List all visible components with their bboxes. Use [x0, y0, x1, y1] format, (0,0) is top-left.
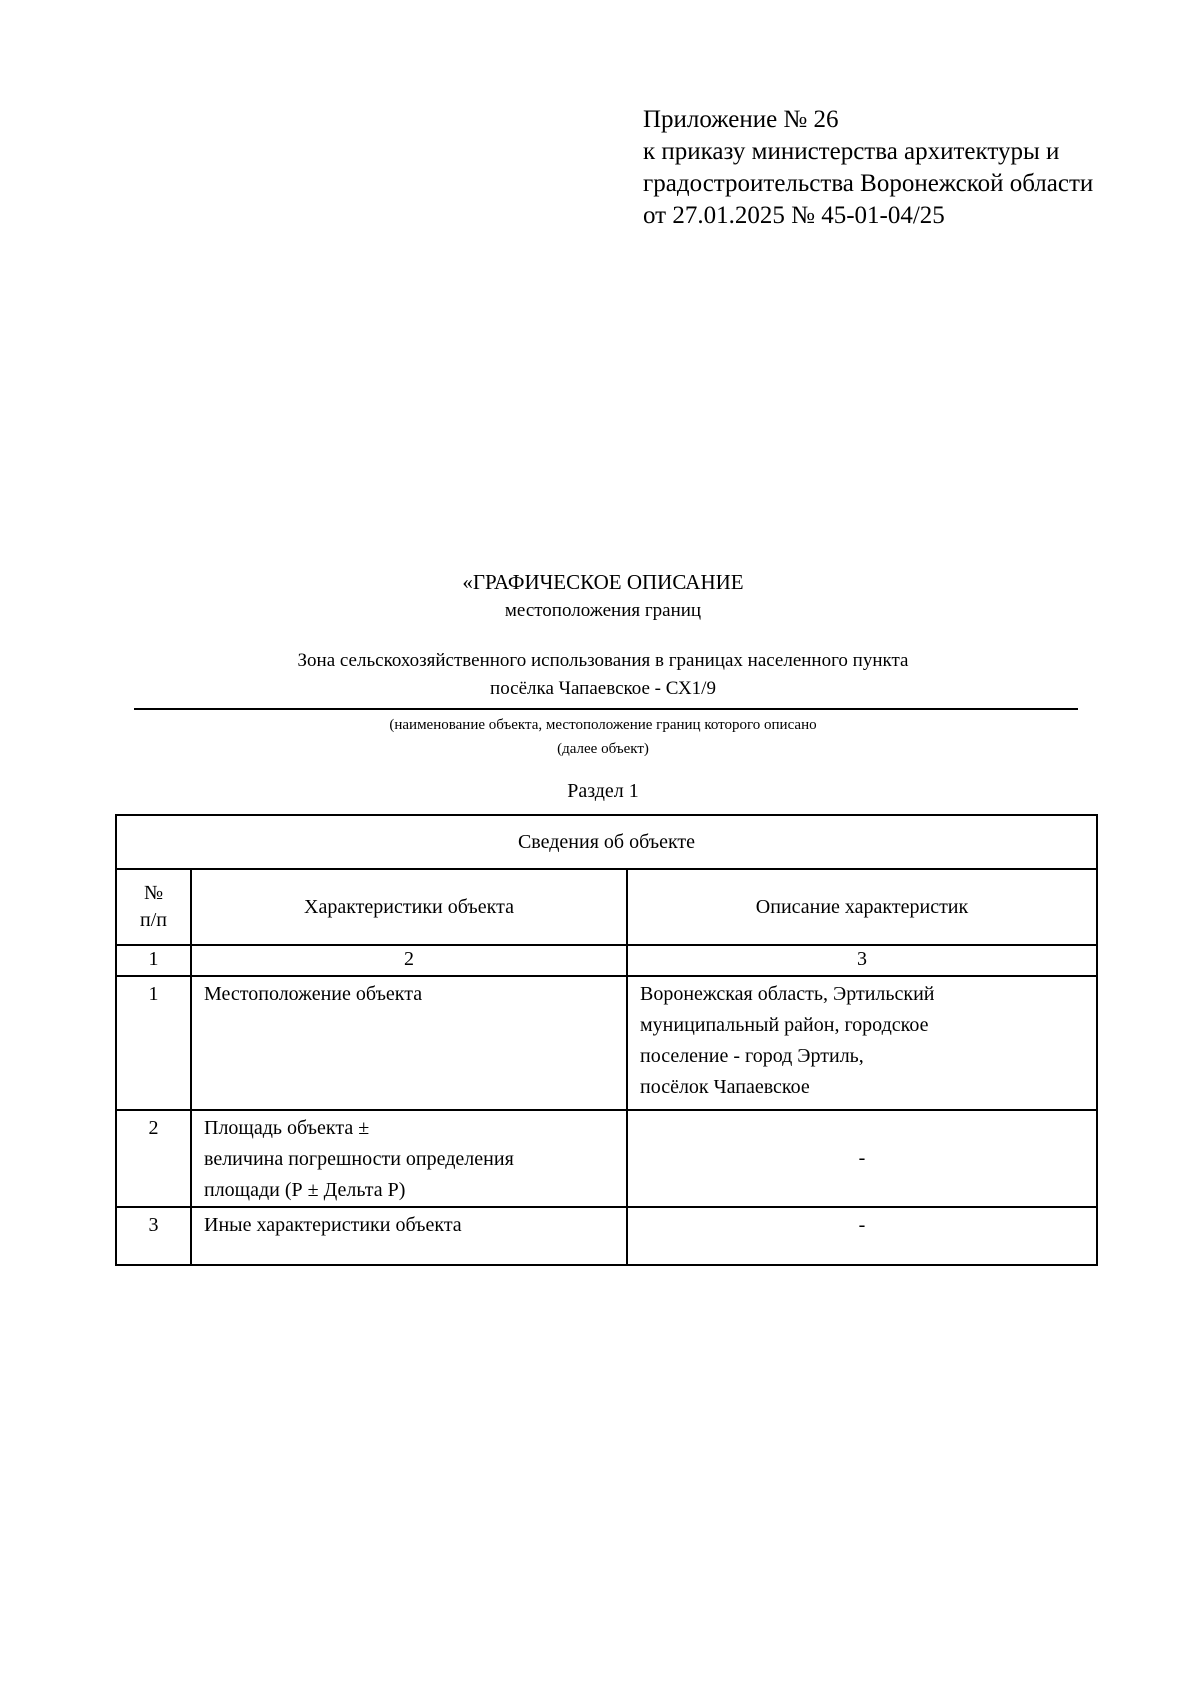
row-characteristic-line: величина погрешности определения	[204, 1148, 514, 1170]
appendix-order-line: к приказу министерства архитектуры и	[643, 138, 1060, 165]
header-num	[116, 869, 191, 945]
row-number: 2	[116, 1110, 191, 1207]
row-characteristic	[191, 976, 627, 1110]
section-label: Раздел 1	[567, 780, 639, 802]
object-caption-line-1: (наименование объекта, местоположение границ которого описано	[389, 717, 817, 733]
row-characteristic-line: площади (Р ± Дельта Р)	[204, 1179, 406, 1201]
row-description: -	[627, 1110, 1097, 1207]
row-description-line: муниципальный район, городское	[640, 1014, 929, 1036]
row-description-line: поселение - город Эртиль,	[640, 1045, 864, 1067]
column-index-3: 3	[627, 945, 1097, 976]
row-description	[627, 976, 1097, 1110]
row-number: 3	[116, 1207, 191, 1265]
object-info-table	[115, 814, 1098, 1266]
header-characteristic: Характеристики объекта	[191, 869, 627, 945]
object-name	[120, 647, 1086, 703]
row-characteristic-line: Площадь объекта ±	[204, 1117, 370, 1139]
header-num-abbrev: п/п	[140, 909, 167, 931]
object-name-line-1: Зона сельскохозяйственного использования в границах населенного пункта	[297, 650, 909, 671]
object-caption	[120, 713, 1086, 761]
table-row	[116, 1110, 1097, 1207]
object-caption-line-2: (далее объект)	[557, 741, 649, 757]
row-description-line: посёлок Чапаевское	[640, 1076, 810, 1098]
appendix-header	[643, 104, 1093, 232]
header-description: Описание характеристик	[627, 869, 1097, 945]
object-name-line-2: посёлка Чапаевское - СХ1/9	[490, 678, 716, 699]
column-index-2: 2	[191, 945, 627, 976]
row-description: -	[627, 1207, 1097, 1265]
row-characteristic-line: Иные характеристики объекта	[204, 1214, 462, 1236]
row-description-line: Воронежская область, Эртильский	[640, 983, 935, 1005]
document-title: «ГРАФИЧЕСКОЕ ОПИСАНИЕ	[462, 570, 744, 594]
object-name-underline	[134, 708, 1078, 710]
table-caption: Сведения об объекте	[116, 815, 1097, 869]
table-row	[116, 1207, 1097, 1265]
appendix-title: Приложение № 26	[643, 106, 839, 133]
header-num-symbol: №	[143, 882, 164, 904]
appendix-ministry-line: градостроительства Воронежской области	[643, 170, 1094, 197]
document-subtitle: местоположения границ	[504, 600, 702, 621]
column-index-row	[116, 945, 1097, 976]
row-characteristic	[191, 1110, 627, 1207]
row-number: 1	[116, 976, 191, 1110]
table-header-row	[116, 869, 1097, 945]
row-characteristic-line: Местоположение объекта	[204, 983, 423, 1005]
table-row	[116, 976, 1097, 1110]
column-index-1: 1	[116, 945, 191, 976]
row-characteristic	[191, 1207, 627, 1265]
appendix-date-number: от 27.01.2025 № 45-01-04/25	[643, 202, 945, 229]
